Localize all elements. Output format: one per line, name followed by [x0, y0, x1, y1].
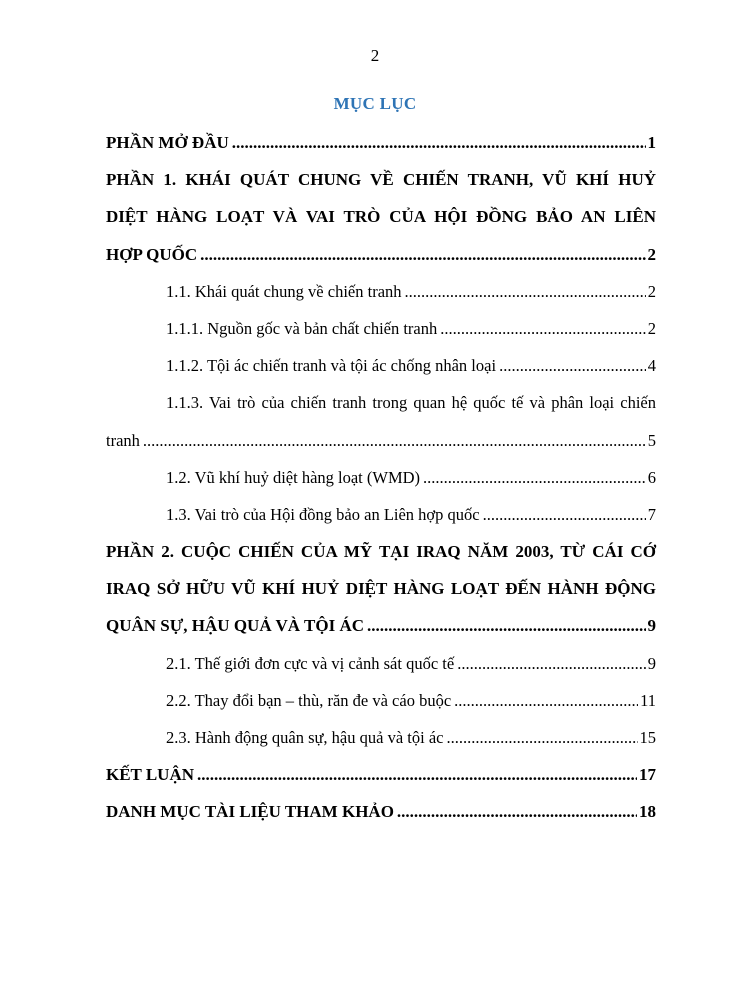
dot-leader [483, 496, 646, 533]
dot-leader [197, 756, 637, 793]
toc-entry-2-3[interactable] [106, 719, 656, 756]
toc-entry-conclusion[interactable] [106, 756, 656, 793]
dot-leader [454, 682, 638, 719]
toc-entry-part1-line1[interactable] [106, 161, 656, 198]
toc-entry-text: 1.1. Khái quát chung về chiến tranh [166, 281, 402, 301]
dot-leader [200, 236, 645, 273]
toc-entry-text: IRAQ SỞ HỮU VŨ KHÍ HUỶ DIỆT HÀNG LOẠT ĐẾN HÀNH ĐỘNG [106, 579, 656, 599]
toc-entry-1-1[interactable] [106, 273, 656, 310]
dot-leader [446, 719, 637, 756]
toc-entry-part1-line2[interactable] [106, 198, 656, 235]
toc-entry-1-1-3[interactable] [106, 422, 656, 459]
toc-entry-text: PHẦN 1. KHÁI QUÁT CHUNG VỀ CHIẾN TRANH, VŨ KHÍ HUỶ [106, 170, 656, 190]
dot-leader [232, 124, 646, 161]
toc-entry-page: 9 [647, 653, 656, 673]
toc-entry-part2-line2[interactable] [106, 570, 656, 607]
dot-leader [143, 422, 646, 459]
dot-leader [457, 645, 646, 682]
toc-entry-page: 9 [647, 616, 656, 636]
toc-entry-page: 2 [647, 244, 656, 264]
toc-entry-1-1-1[interactable] [106, 310, 656, 347]
dot-leader [367, 607, 645, 644]
dot-leader [499, 347, 646, 384]
toc-title: MỤC LỤC [333, 94, 417, 113]
toc-entry-text: QUÂN SỰ, HẬU QUẢ VÀ TỘI ÁC [106, 616, 365, 636]
toc-entry-references[interactable] [106, 793, 656, 830]
toc-entry-text: PHẦN MỞ ĐẦU [106, 133, 229, 152]
toc-entry-page: 17 [639, 765, 656, 785]
toc-entry-page: 4 [647, 356, 656, 376]
toc-entry-intro[interactable] [106, 124, 656, 161]
toc-entry-page: 7 [647, 504, 656, 524]
toc-entry-part2[interactable] [106, 607, 656, 644]
toc-entry-page: 5 [647, 430, 656, 450]
toc-entry-text: 1.1.3. Vai trò của chiến tranh trong quan hệ quốc tế và phân loại chiến [166, 393, 656, 413]
toc-entry-text: DIỆT HÀNG LOẠT VÀ VAI TRÒ CỦA HỘI ĐỒNG BẢO AN LIÊN [106, 207, 656, 227]
page-number: 2 [370, 46, 380, 65]
toc-entry-1-2[interactable] [106, 459, 656, 496]
toc-entry-text: HỢP QUỐC [106, 244, 198, 264]
toc-entry-text: 1.1.2. Tội ác chiến tranh và tội ác chống nhân loại [166, 356, 497, 376]
toc-entry-text: 2.3. Hành động quân sự, hậu quả và tội ác [166, 728, 444, 747]
toc-entry-text: 1.3. Vai trò của Hội đồng bảo an Liên hợp quốc [166, 504, 480, 524]
toc-entry-page: 2 [647, 281, 656, 301]
toc-entry-page: 11 [640, 690, 656, 710]
toc-entry-text: 2.2. Thay đổi bạn – thù, răn đe và cáo buộc [166, 690, 452, 710]
toc-entry-text: 1.2. Vũ khí huỷ diệt hàng loạt (WMD) [166, 467, 421, 487]
toc-entry-text: 2.1. Thế giới đơn cực và vị cảnh sát quốc tế [166, 653, 455, 673]
toc-entry-text: PHẦN 2. CUỘC CHIẾN CỦA MỸ TẠI IRAQ NĂM 2003, TỪ CÁI CỚ [106, 542, 656, 562]
toc-entry-1-1-3-line1[interactable] [106, 384, 656, 421]
toc-entry-part1[interactable] [106, 236, 656, 273]
dot-leader [423, 459, 646, 496]
toc-entry-text: KẾT LUẬN [106, 765, 195, 785]
table-of-contents [106, 124, 656, 831]
toc-entry-page: 6 [647, 467, 656, 487]
toc-entry-page: 15 [639, 728, 656, 747]
toc-entry-1-1-2[interactable] [106, 347, 656, 384]
dot-leader [405, 273, 646, 310]
toc-entry-text: 1.1.1. Nguồn gốc và bản chất chiến tranh [166, 318, 438, 338]
toc-entry-page: 18 [639, 802, 656, 822]
toc-entry-2-1[interactable] [106, 645, 656, 682]
toc-entry-text: DANH MỤC TÀI LIỆU THAM KHẢO [106, 802, 394, 822]
dot-leader [397, 793, 637, 830]
toc-entry-text: tranh [106, 430, 140, 450]
toc-entry-page: 2 [647, 318, 656, 338]
toc-entry-2-2[interactable] [106, 682, 656, 719]
dot-leader [440, 310, 645, 347]
toc-entry-page: 1 [647, 133, 656, 152]
toc-entry-part2-line1[interactable] [106, 533, 656, 570]
toc-entry-1-3[interactable] [106, 496, 656, 533]
